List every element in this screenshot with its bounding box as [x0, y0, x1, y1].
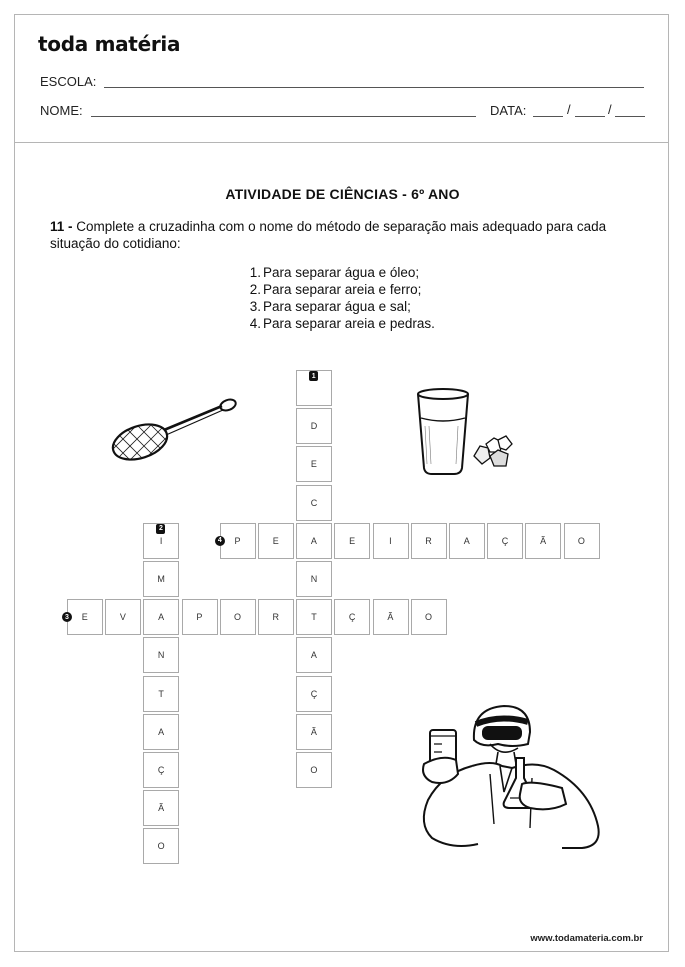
crossword-cell[interactable]: T	[143, 676, 179, 712]
crossword-cell[interactable]: O	[220, 599, 256, 635]
crossword-cell[interactable]: N	[296, 561, 332, 597]
question-text: Complete a cruzadinha com o nome do método de separação mais adequado para cada situação do cotidiano:	[50, 219, 607, 251]
crossword-cell[interactable]: D	[296, 408, 332, 444]
crossword-cell[interactable]: O	[564, 523, 600, 559]
crossword-cell[interactable]: Ç	[487, 523, 523, 559]
crossword-cell[interactable]: O	[296, 752, 332, 788]
crossword-cell[interactable]: E	[258, 523, 294, 559]
crossword-cell[interactable]: P	[220, 523, 256, 559]
header-divider	[14, 142, 669, 143]
water-glass-with-stones-icon	[410, 386, 516, 478]
crossword-cell[interactable]: Ç	[334, 599, 370, 635]
crossword-cell[interactable]: V	[105, 599, 141, 635]
crossword-cell[interactable]: Ã	[373, 599, 409, 635]
crossword-cell[interactable]: E	[67, 599, 103, 635]
crossword-cell[interactable]: E	[296, 446, 332, 482]
crossword-cell[interactable]: Ã	[525, 523, 561, 559]
crossword-cell[interactable]: P	[182, 599, 218, 635]
crossword-cell[interactable]: A	[143, 714, 179, 750]
question	[50, 218, 640, 252]
crossword-cell[interactable]: I	[373, 523, 409, 559]
crossword-cell[interactable]: A	[296, 637, 332, 673]
date-month-field[interactable]	[575, 116, 605, 117]
crossword-cell[interactable]: R	[411, 523, 447, 559]
crossword-cell[interactable]: A	[296, 523, 332, 559]
crossword-cell[interactable]: O	[411, 599, 447, 635]
clue-number-badge: 2	[156, 524, 165, 534]
clue-number-badge: 1	[309, 371, 318, 381]
crossword-cell[interactable]: M	[143, 561, 179, 597]
crossword-cell[interactable]: Ç	[296, 676, 332, 712]
name-label: NOME:	[40, 103, 83, 118]
crossword-cell[interactable]: N	[143, 637, 179, 673]
date-day-field[interactable]	[533, 116, 563, 117]
date-separator: /	[567, 102, 571, 117]
crossword-cell[interactable]: Ã	[296, 714, 332, 750]
crossword-cell[interactable]: T	[296, 599, 332, 635]
date-label: DATA:	[490, 103, 527, 118]
crossword-cell[interactable]: R	[258, 599, 294, 635]
school-field[interactable]	[104, 87, 644, 88]
crossword-cell[interactable]: I	[143, 523, 179, 559]
date-year-field[interactable]	[615, 116, 645, 117]
crossword-cell[interactable]: A	[143, 599, 179, 635]
clue-item: 1. Para separar água e óleo;	[249, 265, 420, 280]
school-label: ESCOLA:	[40, 74, 97, 89]
date-separator: /	[608, 102, 612, 117]
question-number: 11 -	[50, 219, 73, 234]
name-field[interactable]	[91, 116, 476, 117]
worksheet-title: ATIVIDADE DE CIÊNCIAS - 6º ANO	[225, 186, 460, 202]
crossword-cell[interactable]: O	[143, 828, 179, 864]
crossword-cell[interactable]: A	[449, 523, 485, 559]
clue-list	[245, 264, 435, 332]
crossword-cell[interactable]: E	[334, 523, 370, 559]
crossword-cell[interactable]: Ã	[143, 790, 179, 826]
logo: toda matéria	[38, 32, 181, 56]
clue-number-badge: 3	[62, 612, 72, 622]
clue-item: 2. Para separar areia e ferro;	[249, 282, 422, 297]
clue-item: 4. Para separar areia e pedras.	[249, 316, 435, 331]
scientist-icon	[412, 704, 608, 852]
clue-number-badge: 4	[215, 536, 225, 546]
clue-item: 3. Para separar água e sal;	[249, 299, 411, 314]
sieve-icon	[104, 396, 240, 468]
footer-url: www.todamateria.com.br	[530, 933, 643, 944]
crossword-cell[interactable]: Ç	[143, 752, 179, 788]
crossword-cell[interactable]: C	[296, 485, 332, 521]
